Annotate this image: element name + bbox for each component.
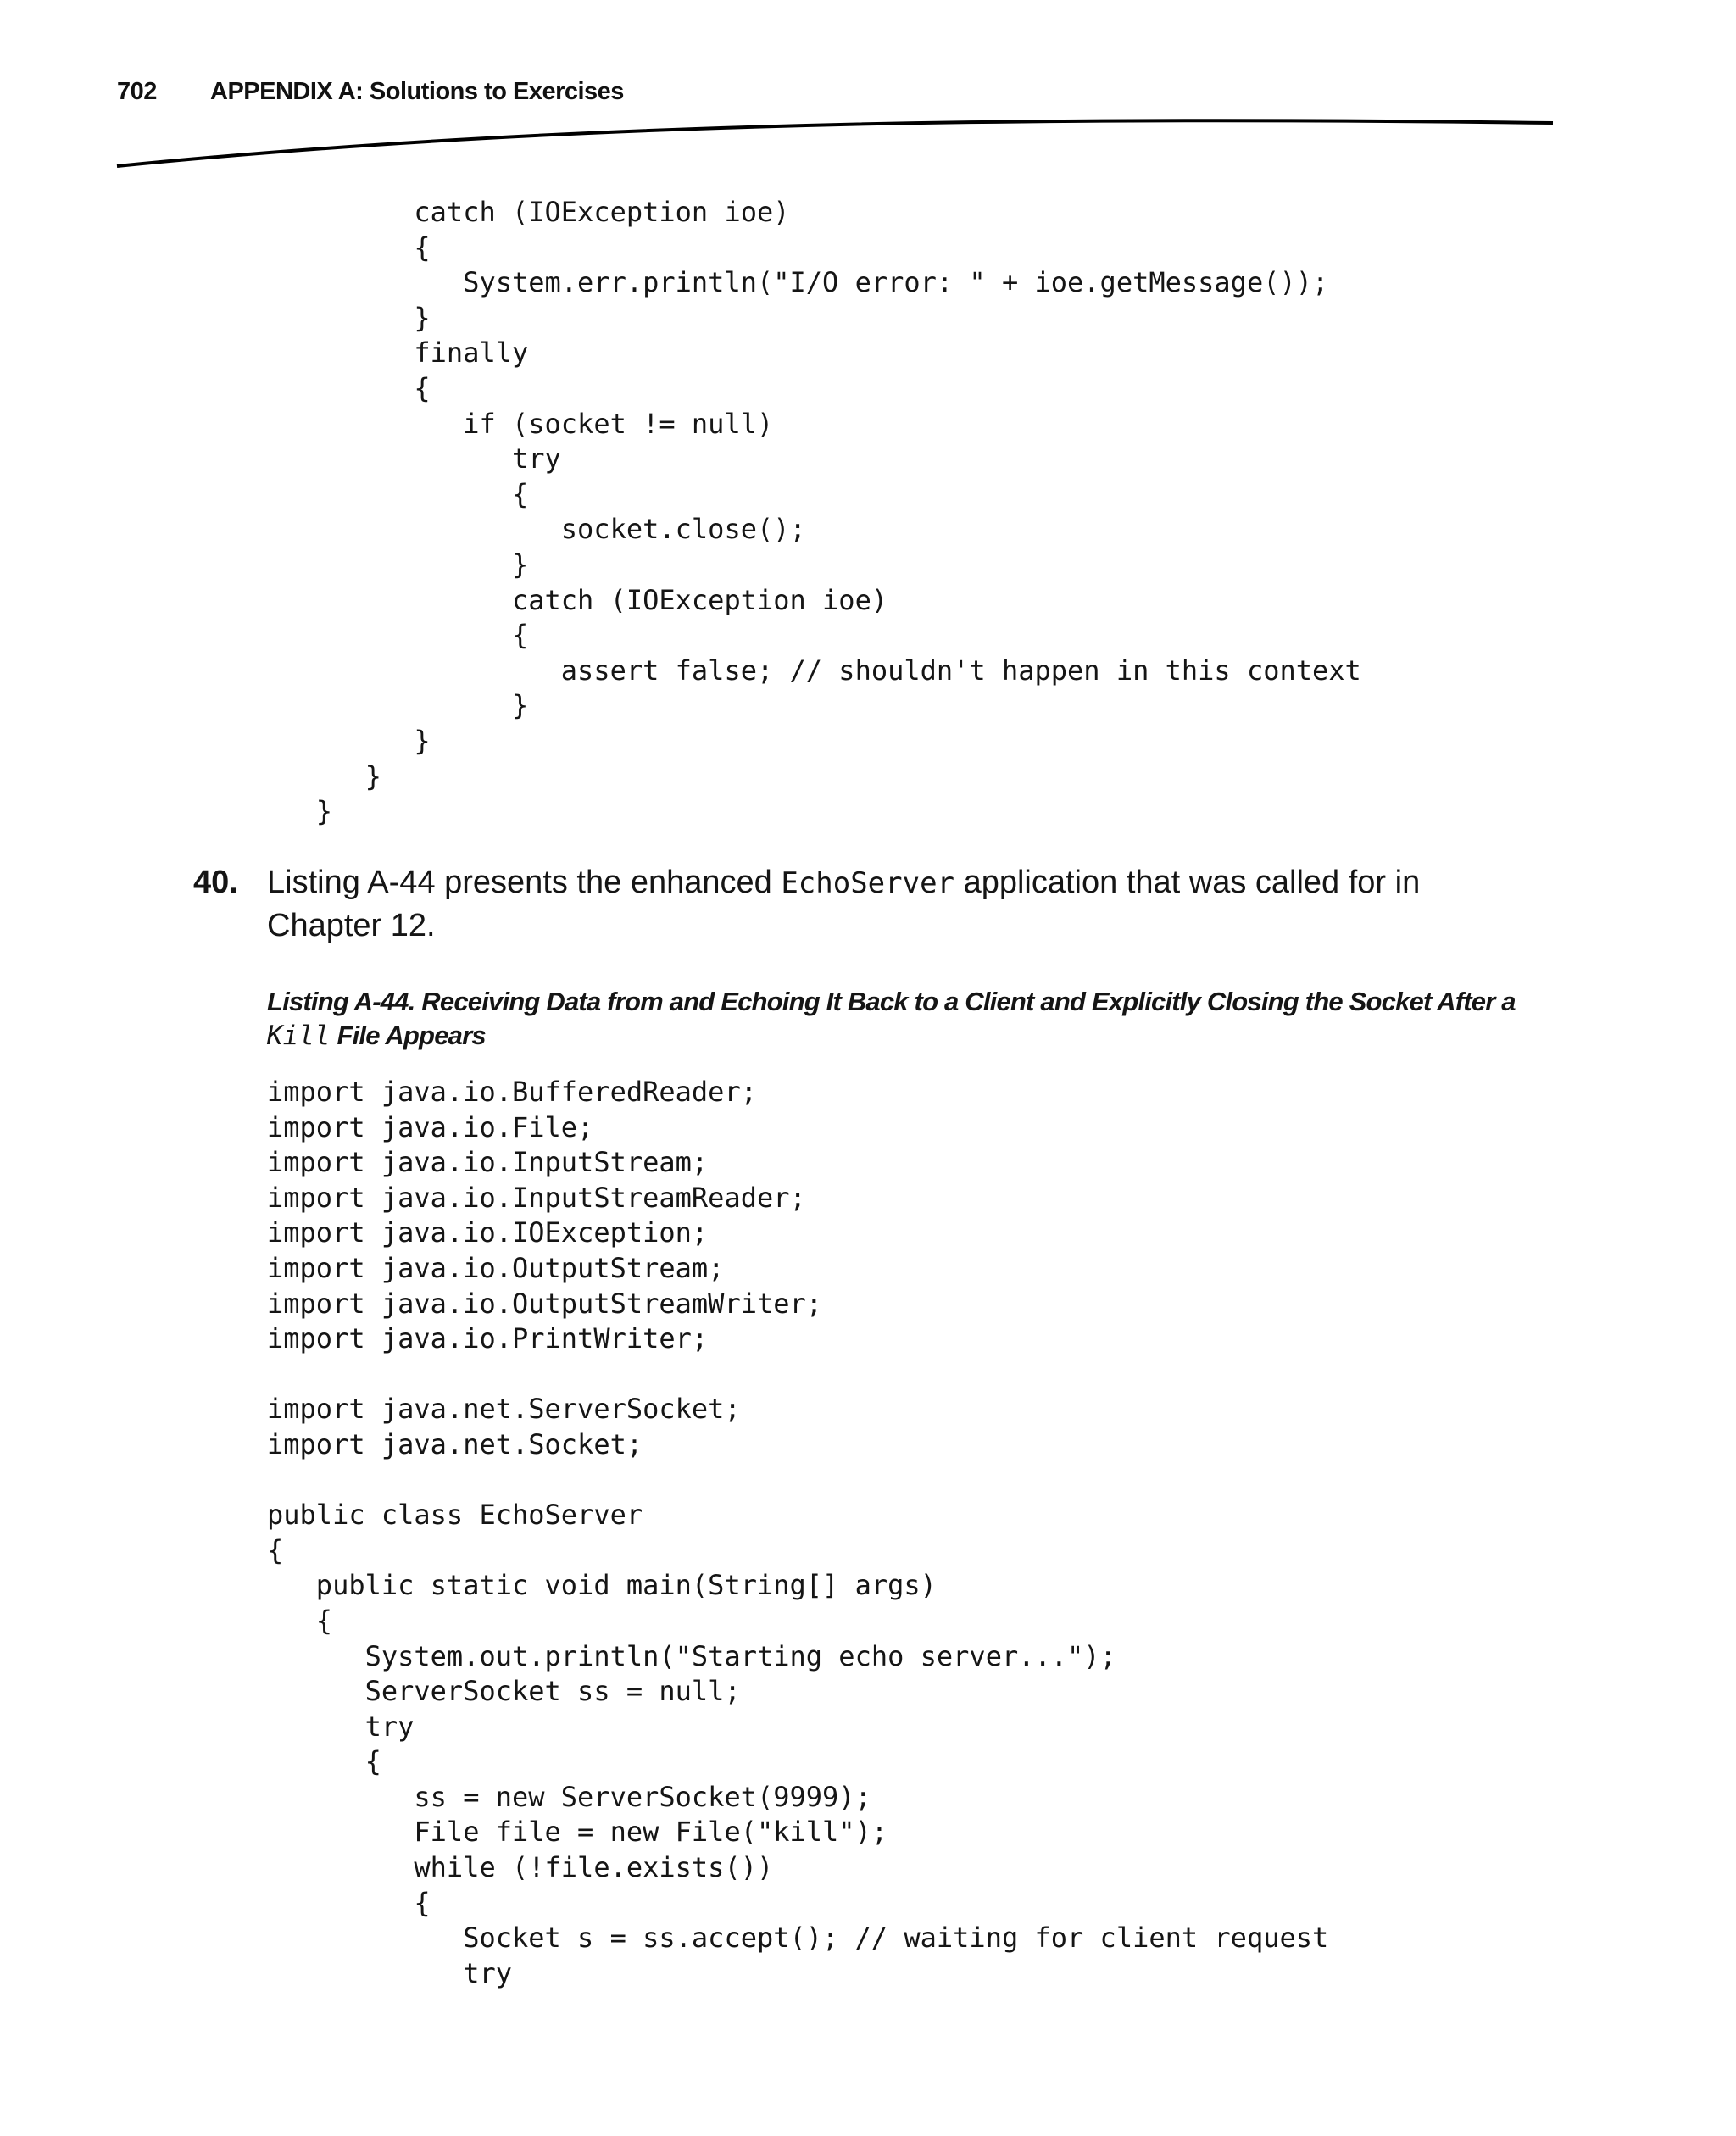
listing-title-part1: Receiving Data from and Echoing It Back to a Client and Explicitly Closing the Socket After a — [421, 987, 1516, 1016]
listing-caption — [267, 985, 1538, 1053]
item-code-term: EchoServer — [781, 866, 955, 900]
code-listing-a44: import java.io.BufferedReader; import java.io.File; import java.io.InputStream; import java.io.InputStreamReader; import java.io.IOException; import java.io.OutputStream; import java.io.OutputStreamWriter; import java.io.PrintWriter; import java.net.ServerSocket; import java.net.Socket; public class EchoServer { public static void main(String[] args) { System.out.println("Starting echo server..."); ServerSocket ss = null; try { ss = new ServerSocket(9999); File file = new File("kill"); while (!file.exists()) { Socket s = ss.accept(); // waiting for client request try — [267, 1076, 1329, 1989]
listing-label: Listing A-44. — [267, 987, 415, 1016]
header-rule — [0, 0, 1736, 186]
listing-code-term: Kill — [267, 1021, 331, 1051]
running-title: APPENDIX A: Solutions to Exercises — [210, 78, 624, 105]
header-swoosh-line — [117, 120, 1553, 166]
item-text-after: application that was called for in Chapter 12. — [267, 865, 1421, 943]
code-block-continuation: catch (IOException ioe) { System.err.println("I/O error: " + ioe.getMessage()); } finally { if (socket != null) try { socket.close(); } catch (IOException ioe) { assert false; // shouldn't happen in this context } } } } — [315, 196, 1361, 828]
item-text — [267, 861, 1465, 947]
item-text-before: Listing A-44 presents the enhanced — [267, 865, 782, 900]
exercise-item-40 — [193, 861, 1465, 947]
page-number: 702 — [117, 78, 157, 105]
item-number: 40. — [193, 865, 238, 900]
listing-title-part2: File Appears — [330, 1021, 486, 1050]
